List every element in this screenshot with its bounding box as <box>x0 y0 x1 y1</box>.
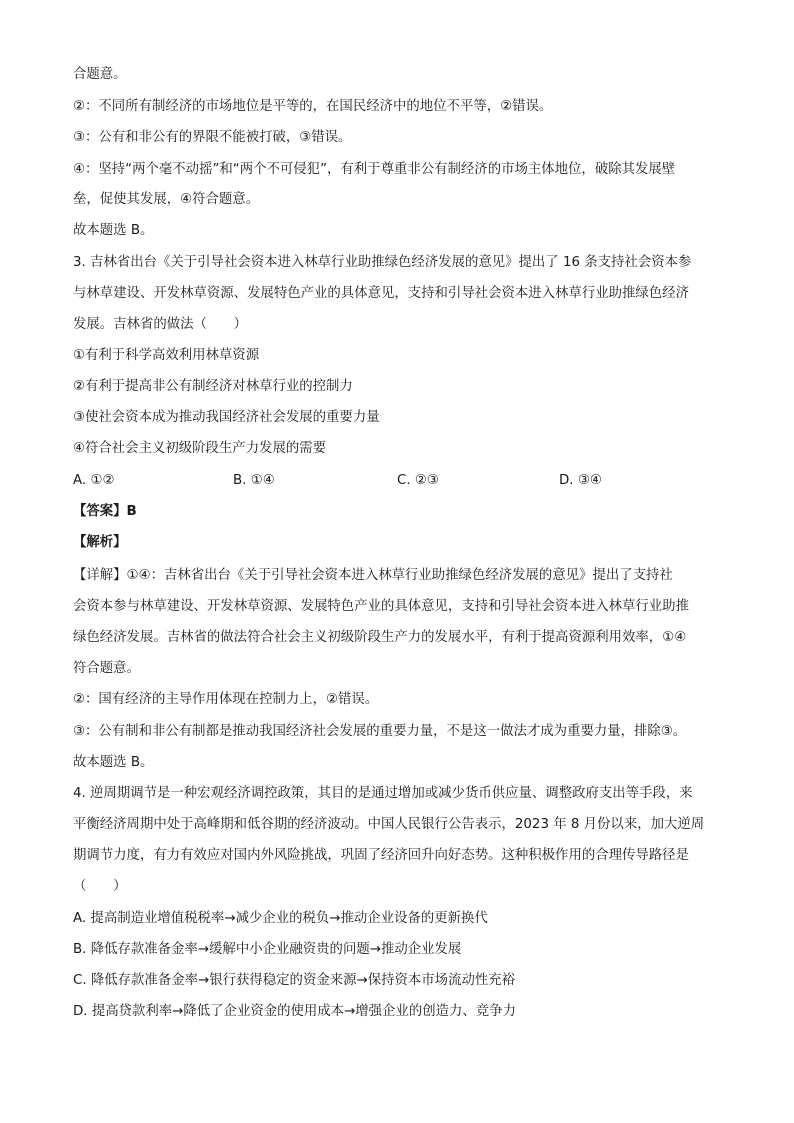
question-4-stem: 期调节力度，有力有效应对国内外风险挑战，巩固了经济回升向好态势。这种积极作用的合理传导路径是 <box>73 848 689 863</box>
question-4-option-b: B. 降低存款准备金率→缓解中小企业融资贵的问题→推动企业发展 <box>73 942 462 957</box>
option-d: D. ③④ <box>559 473 602 488</box>
text-line: ④：坚持“两个毫不动摇”和“两个不可侵犯”，有利于尊重非公有制经济的市场主体地位，破除其发展壁 <box>73 162 676 177</box>
text-line: 垒，促使其发展，④符合题意。 <box>73 192 260 207</box>
detail-line: ②：国有经济的主导作用体现在控制力上，②错误。 <box>73 692 379 707</box>
question-4-option-c: C. 降低存款准备金率→银行获得稳定的资金来源→保持资本市场流动性充裕 <box>73 973 516 988</box>
answer-label: 【答案】B <box>73 504 137 519</box>
detail-line: 【详解】①④：吉林省出台《关于引导社会资本进入林草行业助推绿色经济发展的意见》提出了支持社 <box>73 568 673 583</box>
detail-line: ③：公有制和非公有制都是推动我国经济社会发展的重要力量，不是这一做法才成为重要力量，排除③。 <box>73 724 687 739</box>
question-3-item: ②有利于提高非公有制经济对林草行业的控制力 <box>73 379 353 394</box>
detail-line: 故本题选 B。 <box>73 755 154 770</box>
option-c: C. ②③ <box>397 473 439 488</box>
option-a: A. ①② <box>73 473 115 488</box>
question-4-option-a: A. 提高制造业增值税税率→减少企业的税负→推动企业设备的更新换代 <box>73 911 488 926</box>
question-4-stem: 平衡经济周期中处于高峰期和低谷期的经济波动。中国人民银行公告表示，2023 年 8 月份以来，加大逆周 <box>73 817 705 832</box>
text-line: ③：公有和非公有的界限不能被打破，③错误。 <box>73 130 352 145</box>
question-4-stem: （ ） <box>73 879 127 894</box>
question-4-option-d: D. 提高贷款利率→降低了企业资金的使用成本→增强企业的创造力、竞争力 <box>73 1004 516 1019</box>
question-3-item: ①有利于科学高效利用林草资源 <box>73 348 260 363</box>
detail-line: 符合题意。 <box>73 661 140 676</box>
option-b: B. ①④ <box>233 473 275 488</box>
text-line: 故本题选 B。 <box>73 223 154 238</box>
question-3-stem: 发展。吉林省的做法（ ） <box>73 317 248 332</box>
question-3-stem: 与林草建设、开发林草资源、发展特色产业的具体意见，支持和引导社会资本进入林草行业助推绿色经济 <box>73 286 689 301</box>
analysis-label: 【解析】 <box>73 535 127 550</box>
detail-line: 绿色经济发展。吉林省的做法符合社会主义初级阶段生产力的发展水平，有利于提高资源利用效率，①④ <box>73 630 687 645</box>
text-line: 合题意。 <box>73 67 127 82</box>
question-3-item: ④符合社会主义初级阶段生产力发展的需要 <box>73 441 327 456</box>
question-3-stem: 3. 吉林省出台《关于引导社会资本进入林草行业助推绿色经济发展的意见》提出了 16 条支持社会资本参 <box>73 255 692 270</box>
text-line: ②：不同所有制经济的市场地位是平等的，在国民经济中的地位不平等，②错误。 <box>73 99 553 114</box>
question-4-stem: 4. 逆周期调节是一种宏观经济调控政策，其目的是通过增加或减少货币供应量、调整政府支出等手段，来 <box>73 786 693 801</box>
question-3-item: ③使社会资本成为推动我国经济社会发展的重要力量 <box>73 410 380 425</box>
detail-line: 会资本参与林草建设、开发林草资源、发展特色产业的具体意见，支持和引导社会资本进入林草行业助推 <box>73 599 689 614</box>
